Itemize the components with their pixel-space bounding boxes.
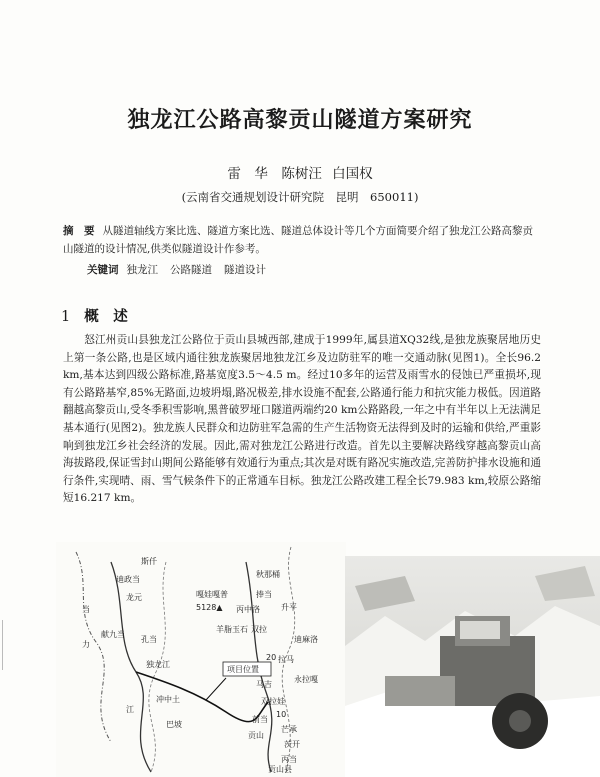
abstract (63, 222, 543, 258)
map-label: 拉马 (278, 655, 294, 664)
keyword: 公路隧道 (170, 264, 212, 276)
map-label: 嘎娃嘎普 (196, 590, 228, 599)
map-label: 丙当 (281, 755, 297, 764)
map-label: 江 (126, 705, 134, 714)
map-label: 芒承 (281, 725, 297, 734)
map-label: 马吉 (256, 680, 272, 689)
map-label: 当 (82, 605, 90, 614)
map-label: 斯仟 (141, 557, 157, 566)
abstract-label: 摘 要 (63, 225, 95, 237)
map-label: 龙元 (126, 593, 142, 602)
section-title: 概 述 (84, 308, 128, 325)
section-heading (61, 305, 128, 326)
map-label: 贡山 (248, 731, 264, 740)
keywords (87, 262, 537, 277)
map-label: 5128▲ (196, 603, 223, 612)
snow-road-photo (345, 556, 600, 777)
map-label: 双拉娃 (261, 697, 285, 706)
map-label: 茨开 (284, 740, 300, 749)
map-label: 巴坡 (166, 720, 182, 729)
map-label: 独龙江 (146, 660, 170, 669)
body-paragraph: 怒江州贡山县独龙江公路位于贡山县城西部,建成于1999年,属县道XQ32线,是独龙族聚居地历史上第一条公路,也是区域内通往独龙族聚居地独龙江乡及边防驻军的唯一交通动脉(见图1)。全长96.2 km,基本达到四级公路标准,路基宽度3.5～4.5 m。经过10多年的运营及雨雪水的侵蚀已严重损坏,现有公路路基窄,85%无路面,边坡坍塌,路况极差,排水设施不配套,公路通行能力和抗灾能力极低。因道路翻越高黎贡山,受冬季积雪影响,黑普破罗垭口隧道两端约20 km公路路段,一年之中有半年以上无法满足基本通行(见图2)。独龙族人民群众和边防驻军急需的生产生活物资无法得到及时的运输和供给,严重影响到独龙江乡社会经济的发展。因此,需对独龙江公路进行改造。首先以主要解决路线穿越高黎贡山高海拔路段,保证雪封山期间公路能够有效通行为重点;其次是对既有路况实施改造,完善防护排水设施和通行条件,实现晴、雨、雪气候条件下的正常通车目标。独龙江公路改建工程全长79.983 km,较原公路缩短16.217 km。 (63, 334, 541, 505)
abstract-text: 从隧道轴线方案比选、隧道方案比选、隧道总体设计等几个方面简要介绍了独龙江公路高黎贡山隧道的设计情况,供类似隧道设计作参考。 (63, 225, 533, 255)
map-label: 羊脂玉石 (216, 625, 248, 634)
map-label: 孔当 (141, 635, 157, 644)
margin-line (2, 620, 13, 670)
map-label: 献九当 (101, 630, 125, 639)
affiliation: (云南省交通规划设计研究院 昆明 650011) (181, 190, 419, 204)
loader-bucket (385, 676, 455, 706)
map-label: 迪政当 (116, 575, 140, 584)
map-label: 升平 (281, 603, 297, 612)
loader-window (460, 621, 500, 639)
map-label: 20 (266, 653, 277, 662)
section-number: 1 (61, 309, 71, 325)
map-label: 秋那桶 (256, 570, 280, 579)
map-label: 丙中洛 (236, 605, 260, 614)
map-label: 冲中土 (156, 695, 180, 704)
map-label: 捧当 (256, 590, 272, 599)
map-label: 前当 (252, 715, 268, 724)
keyword: 隧道设计 (224, 264, 266, 276)
paper-title: 独龙江公路高黎贡山隧道方案研究 (127, 107, 473, 133)
keywords-label: 关键词 (87, 264, 119, 276)
map-label: 10 (276, 710, 287, 719)
location-map (56, 542, 346, 777)
map-label: 贡山县 (268, 765, 292, 774)
map-label: 迪麻洛 (294, 635, 318, 644)
map-label-project: 项目位置 (227, 665, 259, 674)
map-label: 永拉嘎 (294, 675, 318, 684)
authors: 雷 华 陈树汪 白国权 (227, 166, 373, 182)
keyword: 独龙江 (126, 264, 158, 276)
map-label: 双拉 (251, 625, 267, 634)
map-label: 力 (82, 640, 90, 649)
loader-hub (509, 710, 531, 732)
